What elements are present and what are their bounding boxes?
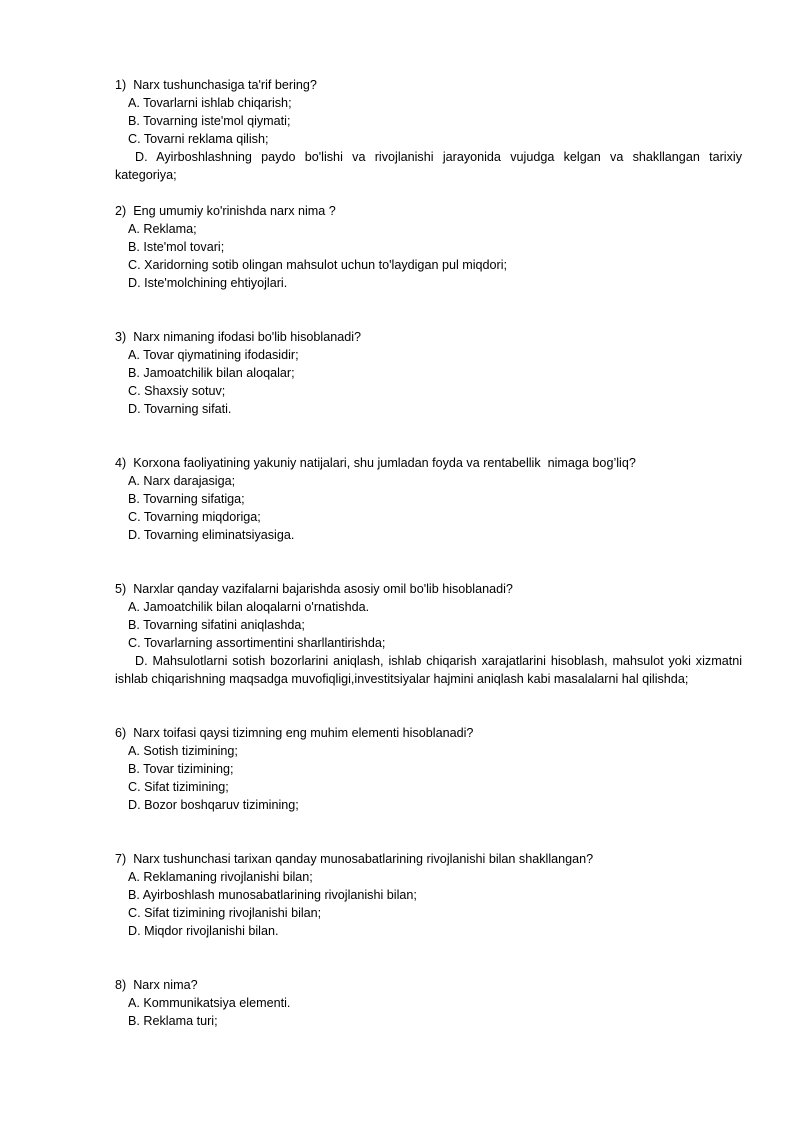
option-a: A. Tovarlarni ishlab chiqarish;	[128, 96, 292, 110]
spacer	[115, 544, 742, 580]
option-c: C. Tovarning miqdoriga;	[128, 510, 261, 524]
option-b: B. Jamoatchilik bilan aloqalar;	[128, 366, 295, 380]
spacer	[115, 418, 742, 454]
option-b: B. Tovarning sifatiga;	[128, 492, 245, 506]
option-d: D. Iste'molchining ehtiyojlari.	[128, 276, 288, 290]
question-4	[115, 454, 742, 544]
option-a: A. Reklamaning rivojlanishi bilan;	[128, 870, 313, 884]
option-a: A. Narx darajasiga;	[128, 474, 236, 488]
option-b: B. Reklama turi;	[128, 1014, 218, 1028]
option-c: C. Xaridorning sotib olingan mahsulot uchun to'laydigan pul miqdori;	[128, 258, 508, 272]
question-title: 1) Narx tushunchasiga ta'rif bering?	[115, 78, 317, 92]
question-title: 3) Narx nimaning ifodasi bo'lib hisoblanadi?	[115, 330, 362, 344]
option-b: B. Tovarning sifatini aniqlashda;	[128, 618, 305, 632]
option-d: D. Miqdor rivojlanishi bilan.	[128, 924, 279, 938]
option-a: A. Reklama;	[128, 222, 197, 236]
spacer	[115, 940, 742, 976]
option-d: D. Bozor boshqaruv tizimining;	[128, 798, 299, 812]
question-6	[115, 724, 742, 814]
question-title: 7) Narx tushunchasi tarixan qanday munosabatlarining rivojlanishi bilan shakllangan?	[115, 852, 594, 866]
spacer	[115, 292, 742, 328]
option-b: B. Tovar tizimining;	[128, 762, 234, 776]
option-b: B. Iste'mol tovari;	[128, 240, 225, 254]
option-a: A. Tovar qiymatining ifodasidir;	[128, 348, 299, 362]
question-3	[115, 328, 742, 418]
question-1	[115, 76, 742, 184]
spacer	[115, 184, 742, 202]
option-d: D. Tovarning eliminatsiyasiga.	[128, 528, 295, 542]
option-c: C. Shaxsiy sotuv;	[128, 384, 226, 398]
question-8	[115, 976, 742, 1030]
option-b: B. Tovarning iste'mol qiymati;	[128, 114, 291, 128]
document-page	[115, 76, 742, 1030]
question-2	[115, 202, 742, 292]
option-c: C. Sifat tizimining rivojlanishi bilan;	[128, 906, 322, 920]
option-c: C. Tovarlarning assortimentini sharllantirishda;	[128, 636, 386, 650]
option-a: A. Kommunikatsiya elementi.	[128, 996, 291, 1010]
question-title: 8) Narx nima?	[115, 978, 198, 992]
option-d: D. Mahsulotlarni sotish bozorlarini aniqlash, ishlab chiqarish xarajatlarini hisoblash, mahsulot yoki xizmatni ishlab chiqarishning maqsadga muvofiqligi,investitsiyalar hajmini aniqlash kabi masalalarni hal qilishda;	[115, 654, 742, 686]
option-d: D. Tovarning sifati.	[128, 402, 232, 416]
question-5	[115, 580, 742, 688]
option-c: C. Tovarni reklama qilish;	[128, 132, 269, 146]
question-7	[115, 850, 742, 940]
spacer	[115, 688, 742, 724]
question-title: 5) Narxlar qanday vazifalarni bajarishda asosiy omil bo'lib hisoblanadi?	[115, 582, 513, 596]
question-title: 2) Eng umumiy ko'rinishda narx nima ?	[115, 204, 336, 218]
option-c: C. Sifat tizimining;	[128, 780, 229, 794]
option-b: B. Ayirboshlash munosabatlarining rivojlanishi bilan;	[128, 888, 417, 902]
question-title: 6) Narx toifasi qaysi tizimning eng muhim elementi hisoblanadi?	[115, 726, 474, 740]
spacer	[115, 814, 742, 850]
option-d: D. Ayirboshlashning paydo bo'lishi va rivojlanishi jarayonida vujudga kelgan va shakllangan tarixiy kategoriya;	[115, 150, 742, 182]
option-a: A. Jamoatchilik bilan aloqalarni o'rnatishda.	[128, 600, 370, 614]
option-a: A. Sotish tizimining;	[128, 744, 238, 758]
question-title: 4) Korxona faoliyatining yakuniy natijalari, shu jumladan foyda va rentabellik nimaga bog’liq?	[115, 456, 636, 470]
